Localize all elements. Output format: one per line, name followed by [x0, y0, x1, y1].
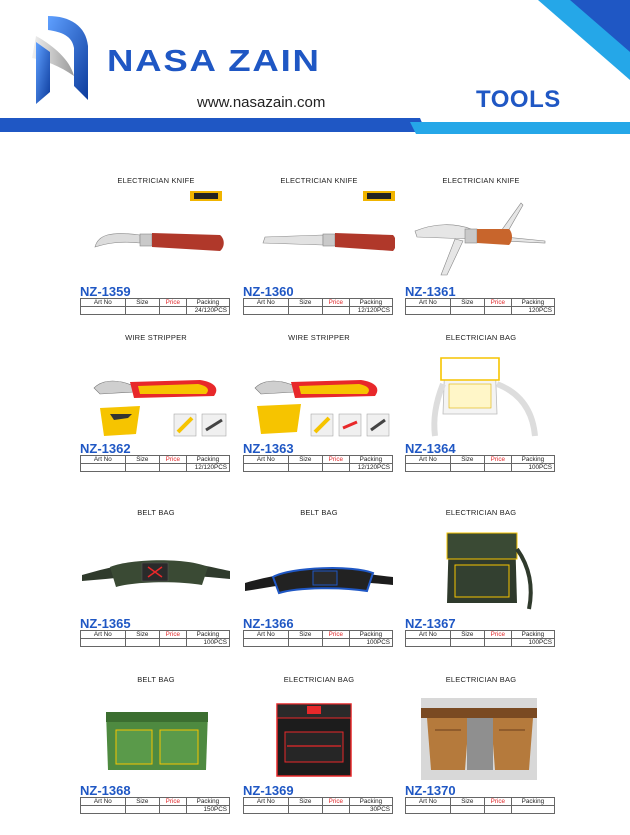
- packing-header: Packing: [186, 299, 229, 307]
- section-title: TOOLS: [476, 86, 561, 113]
- packing-header: Packing: [349, 456, 392, 464]
- product-code: NZ-1370: [405, 783, 456, 798]
- packing-header: Packing: [511, 798, 554, 806]
- art-no-header: Art No: [244, 456, 289, 464]
- product-card[interactable]: [243, 508, 395, 668]
- product-title: BELT BAG: [137, 508, 175, 517]
- product-title: ELECTRICIAN BAG: [445, 675, 517, 684]
- spec-table: [243, 455, 393, 472]
- packing-header: Packing: [511, 456, 554, 464]
- price-header: Price: [484, 631, 511, 639]
- packing-value: [511, 806, 554, 814]
- spec-table: [405, 455, 555, 472]
- packing-value: 12/120PCS: [349, 464, 392, 472]
- packing-header: Packing: [186, 798, 229, 806]
- spec-table: [80, 455, 230, 472]
- product-code: NZ-1368: [80, 783, 131, 798]
- packing-value: 12/120PCS: [186, 464, 229, 472]
- website-url[interactable]: www.nasazain.com: [197, 94, 326, 111]
- product-title: WIRE STRIPPER: [125, 333, 187, 342]
- product-code: NZ-1365: [80, 616, 131, 631]
- red-tool-bag-icon: [243, 686, 395, 781]
- spec-table: [243, 797, 393, 814]
- product-title: ELECTRICIAN BAG: [445, 508, 517, 517]
- product-code: NZ-1361: [405, 284, 456, 299]
- packing-value: 12/120PCS: [349, 307, 392, 315]
- product-card[interactable]: [243, 176, 395, 336]
- size-header: Size: [288, 798, 322, 806]
- art-no-header: Art No: [81, 299, 126, 307]
- size-header: Size: [125, 631, 159, 639]
- packing-header: Packing: [186, 456, 229, 464]
- price-header: Price: [484, 798, 511, 806]
- belt-bag-icon: [243, 519, 395, 614]
- spec-table: [405, 797, 555, 814]
- leather-tool-belt-icon: [405, 686, 557, 781]
- size-header: Size: [125, 299, 159, 307]
- product-code: NZ-1367: [405, 616, 456, 631]
- price-header: Price: [322, 456, 349, 464]
- product-title: ELECTRICIAN BAG: [283, 675, 355, 684]
- art-no-header: Art No: [81, 631, 126, 639]
- packing-value: 100PCS: [511, 639, 554, 647]
- price-header: Price: [159, 798, 186, 806]
- art-no-header: Art No: [244, 798, 289, 806]
- product-title: BELT BAG: [137, 675, 175, 684]
- packing-header: Packing: [511, 299, 554, 307]
- packing-value: 120PCS: [511, 307, 554, 315]
- size-header: Size: [450, 798, 484, 806]
- product-title: ELECTRICIAN KNIFE: [117, 176, 195, 185]
- product-card[interactable]: [80, 333, 232, 493]
- art-no-header: Art No: [244, 299, 289, 307]
- packing-value: 100PCS: [186, 639, 229, 647]
- product-code: NZ-1369: [243, 783, 294, 798]
- size-header: Size: [288, 299, 322, 307]
- product-card[interactable]: [80, 675, 232, 835]
- size-header: Size: [288, 631, 322, 639]
- product-title: BELT BAG: [300, 508, 338, 517]
- packing-header: Packing: [349, 798, 392, 806]
- spec-table: [243, 630, 393, 647]
- art-no-header: Art No: [406, 631, 451, 639]
- product-code: NZ-1362: [80, 441, 131, 456]
- size-header: Size: [288, 456, 322, 464]
- wire-stripper-icon: [80, 344, 232, 439]
- belt-bag-icon: [80, 519, 232, 614]
- price-header: Price: [159, 631, 186, 639]
- spec-table: [405, 298, 555, 315]
- page-header: [0, 0, 630, 140]
- spec-table: [243, 298, 393, 315]
- nasa-zain-logo-icon: [30, 12, 100, 107]
- product-card[interactable]: [80, 508, 232, 668]
- art-no-header: Art No: [406, 456, 451, 464]
- price-header: Price: [484, 299, 511, 307]
- product-code: NZ-1364: [405, 441, 456, 456]
- product-card[interactable]: [405, 333, 557, 493]
- product-code: NZ-1363: [243, 441, 294, 456]
- size-header: Size: [450, 631, 484, 639]
- art-no-header: Art No: [244, 631, 289, 639]
- art-no-header: Art No: [81, 456, 126, 464]
- product-card[interactable]: [405, 508, 557, 668]
- product-card[interactable]: [243, 333, 395, 493]
- price-header: Price: [159, 299, 186, 307]
- size-header: Size: [125, 456, 159, 464]
- packing-value: 100PCS: [349, 639, 392, 647]
- spec-table: [405, 630, 555, 647]
- art-no-header: Art No: [406, 299, 451, 307]
- packing-value: 24/120PCS: [186, 307, 229, 315]
- packing-header: Packing: [349, 299, 392, 307]
- straight-knife-icon: [243, 187, 395, 282]
- art-no-header: Art No: [81, 798, 126, 806]
- multi-blade-knife-icon: [405, 187, 557, 282]
- product-title: ELECTRICIAN KNIFE: [442, 176, 520, 185]
- hook-knife-icon: [80, 187, 232, 282]
- header-divider-bar: [0, 118, 630, 134]
- product-card[interactable]: [80, 176, 232, 336]
- corner-decoration: [538, 0, 630, 80]
- product-card[interactable]: [405, 176, 557, 336]
- size-header: Size: [125, 798, 159, 806]
- price-header: Price: [484, 456, 511, 464]
- green-pouch-icon: [80, 686, 232, 781]
- packing-header: Packing: [349, 631, 392, 639]
- product-title: ELECTRICIAN BAG: [445, 333, 517, 342]
- packing-value: 30PCS: [349, 806, 392, 814]
- packing-value: 100PCS: [511, 464, 554, 472]
- brand-name: NASA ZAIN: [107, 43, 321, 78]
- packing-header: Packing: [511, 631, 554, 639]
- product-title: WIRE STRIPPER: [288, 333, 350, 342]
- art-no-header: Art No: [406, 798, 451, 806]
- product-code: NZ-1360: [243, 284, 294, 299]
- packing-value: 150PCS: [186, 806, 229, 814]
- product-code: NZ-1359: [80, 284, 131, 299]
- white-shoulder-bag-icon: [405, 344, 557, 439]
- packing-header: Packing: [186, 631, 229, 639]
- price-header: Price: [159, 456, 186, 464]
- spec-table: [80, 630, 230, 647]
- price-header: Price: [322, 798, 349, 806]
- product-card[interactable]: [243, 675, 395, 835]
- spec-table: [80, 797, 230, 814]
- size-header: Size: [450, 299, 484, 307]
- wire-stripper-icon: [243, 344, 395, 439]
- product-code: NZ-1366: [243, 616, 294, 631]
- price-header: Price: [322, 631, 349, 639]
- spec-table: [80, 298, 230, 315]
- product-title: ELECTRICIAN KNIFE: [280, 176, 358, 185]
- green-shoulder-bag-icon: [405, 519, 557, 614]
- size-header: Size: [450, 456, 484, 464]
- product-card[interactable]: [405, 675, 557, 835]
- price-header: Price: [322, 299, 349, 307]
